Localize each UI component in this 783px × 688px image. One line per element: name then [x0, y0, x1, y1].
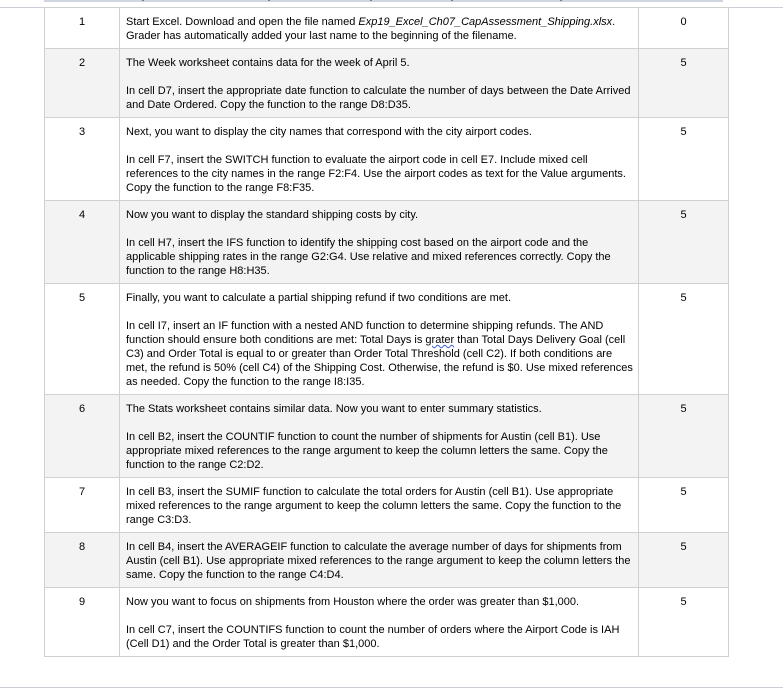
table-row — [45, 533, 729, 588]
instruction-paragraph: The Stats worksheet contains similar data. Now you want to enter summary statistics. — [126, 403, 542, 415]
step-number: 7 — [45, 478, 120, 533]
instruction-paragraph: In cell F7, insert the SWITCH function to evaluate the airport code in cell E7. Include mixed cell references to the city names in the range F2:F4. Use the airport codes as text for the Value arguments. Copy the function to the range F8:F35. — [126, 154, 626, 194]
step-number: 2 — [45, 49, 120, 118]
step-instructions — [120, 201, 639, 284]
instruction-paragraph: In cell B4, insert the AVERAGEIF function to calculate the average number of days for shipments from Austin (cell B1). Use appropriate mixed references to the range argument to keep the column letters the same. Copy the function to the range C4:D4. — [126, 541, 631, 581]
step-instructions — [120, 533, 639, 588]
cut-off-glyph — [451, 0, 453, 1]
spelling-error-word[interactable]: grater — [425, 334, 455, 346]
cut-off-header-band — [44, 0, 723, 2]
instruction-text: than Total Days Delivery Goal (cell C3) and Order Total is equal to or greater than Order Total Threshold (cell C2). If both conditions are met, the refund is 50% (cell C4) of the Shipping Cost. Otherwise, the refund is $0. Use mixed references as needed. Copy the function to the range I8:I35. — [126, 334, 633, 388]
table-row — [45, 8, 729, 49]
table-row — [45, 588, 729, 657]
step-number: 6 — [45, 395, 120, 478]
instruction-paragraph: In cell C7, insert the COUNTIFS function to count the number of orders where the Airport Code is IAH (Cell D1) and the Order Total is greater than $1,000. — [126, 624, 620, 650]
step-number: 9 — [45, 588, 120, 657]
table-row — [45, 118, 729, 201]
instruction-paragraph: Now you want to display the standard shipping costs by city. — [126, 209, 419, 221]
table-row — [45, 395, 729, 478]
step-points: 5 — [639, 49, 729, 118]
instruction-paragraph: Finally, you want to calculate a partial shipping refund if two conditions are met. — [126, 292, 511, 304]
step-instructions — [120, 284, 639, 395]
step-instructions — [120, 588, 639, 657]
instruction-paragraph: In cell B3, insert the SUMIF function to calculate the total orders for Austin (cell B1). Use appropriate mixed references to the range argument to keep the column letters the same. Copy the function to the range C3:D3. — [126, 486, 622, 526]
table-row — [45, 49, 729, 118]
table-row — [45, 478, 729, 533]
step-number: 1 — [45, 8, 120, 49]
instruction-text: In cell I7, insert an IF function with a nested AND function to determine shipping refunds. The AND function should ensure both conditions are met: Total Days is — [126, 320, 604, 346]
step-number: 4 — [45, 201, 120, 284]
step-instructions — [120, 8, 639, 49]
step-points: 5 — [639, 533, 729, 588]
step-instructions — [120, 395, 639, 478]
step-instructions — [120, 49, 639, 118]
step-points: 5 — [639, 478, 729, 533]
instruction-paragraph: Next, you want to display the city names that correspond with the city airport codes. — [126, 126, 532, 138]
step-instructions — [120, 478, 639, 533]
step-points: 0 — [639, 8, 729, 49]
instruction-paragraph: In cell D7, insert the appropriate date function to calculate the number of days between the Date Arrived and Date Ordered. Copy the function to the range D8:D35. — [126, 85, 631, 111]
instruction-paragraph — [126, 319, 634, 389]
instruction-paragraph: The Week worksheet contains data for the week of April 5. — [126, 57, 410, 69]
steps-table — [44, 7, 729, 657]
step-number: 5 — [45, 284, 120, 395]
table-row — [45, 284, 729, 395]
file-name: Exp19_Excel_Ch07_CapAssessment_Shipping.xlsx — [358, 16, 613, 28]
table-row — [45, 201, 729, 284]
step-number: 3 — [45, 118, 120, 201]
instruction-text: . Grader has automatically added your last name to the beginning of the filename. — [126, 16, 616, 42]
instruction-text: Start Excel. Download and open the file named — [126, 16, 359, 28]
step-points: 5 — [639, 395, 729, 478]
step-instructions — [120, 118, 639, 201]
step-number: 8 — [45, 533, 120, 588]
step-points: 5 — [639, 284, 729, 395]
instruction-paragraph: In cell H7, insert the IFS function to identify the shipping cost based on the airport code and the applicable shipping rates in the range G2:G4. Use relative and mixed references correctly. Copy the function to the range H8:H35. — [126, 237, 611, 277]
instruction-paragraph: In cell B2, insert the COUNTIF function to count the number of shipments for Austin (cell B1). Use appropriate mixed references to the range argument to keep the column letters the same. Copy the function to the range C2:D2. — [126, 431, 608, 471]
step-points: 5 — [639, 588, 729, 657]
step-points: 5 — [639, 201, 729, 284]
step-points: 5 — [639, 118, 729, 201]
cut-off-glyph — [268, 0, 270, 1]
cut-off-glyph — [142, 0, 144, 1]
cut-off-glyph — [370, 0, 372, 1]
instruction-paragraph: Now you want to focus on shipments from Houston where the order was greater than $1,000. — [126, 596, 580, 608]
cut-off-glyph — [560, 0, 562, 1]
instruction-paragraph — [126, 15, 634, 43]
